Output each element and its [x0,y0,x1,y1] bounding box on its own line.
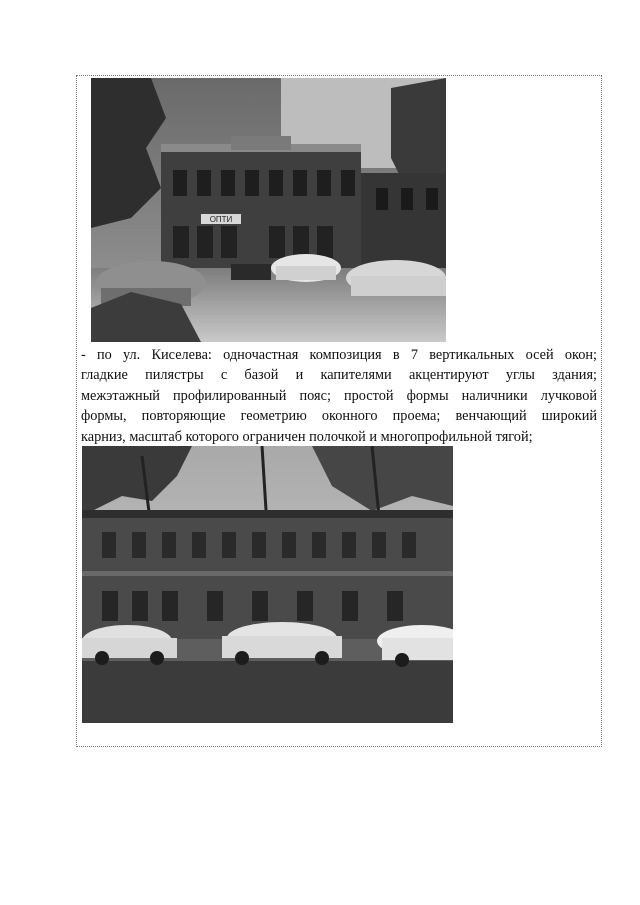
shop-sign-text: ОПТИ [209,215,233,224]
description-line: межэтажный профилированный пояс; простой формы наличники лучковой [81,387,597,404]
building-description [81,345,597,447]
building-photo-bottom [82,446,453,723]
description-line: гладкие пилястры с базой и капителями акцентируют углы здания; [81,367,597,384]
description-line: карниз, масштаб которого ограничен полочкой и многопрофильной тягой; [81,428,533,445]
building-photo-top [91,78,446,342]
description-line: формы, повторяющие геометрию оконного проема; венчающий широкий [81,408,597,425]
description-line: - по ул. Киселева: одночастная композиция в 7 вертикальных осей окон; [81,347,597,363]
